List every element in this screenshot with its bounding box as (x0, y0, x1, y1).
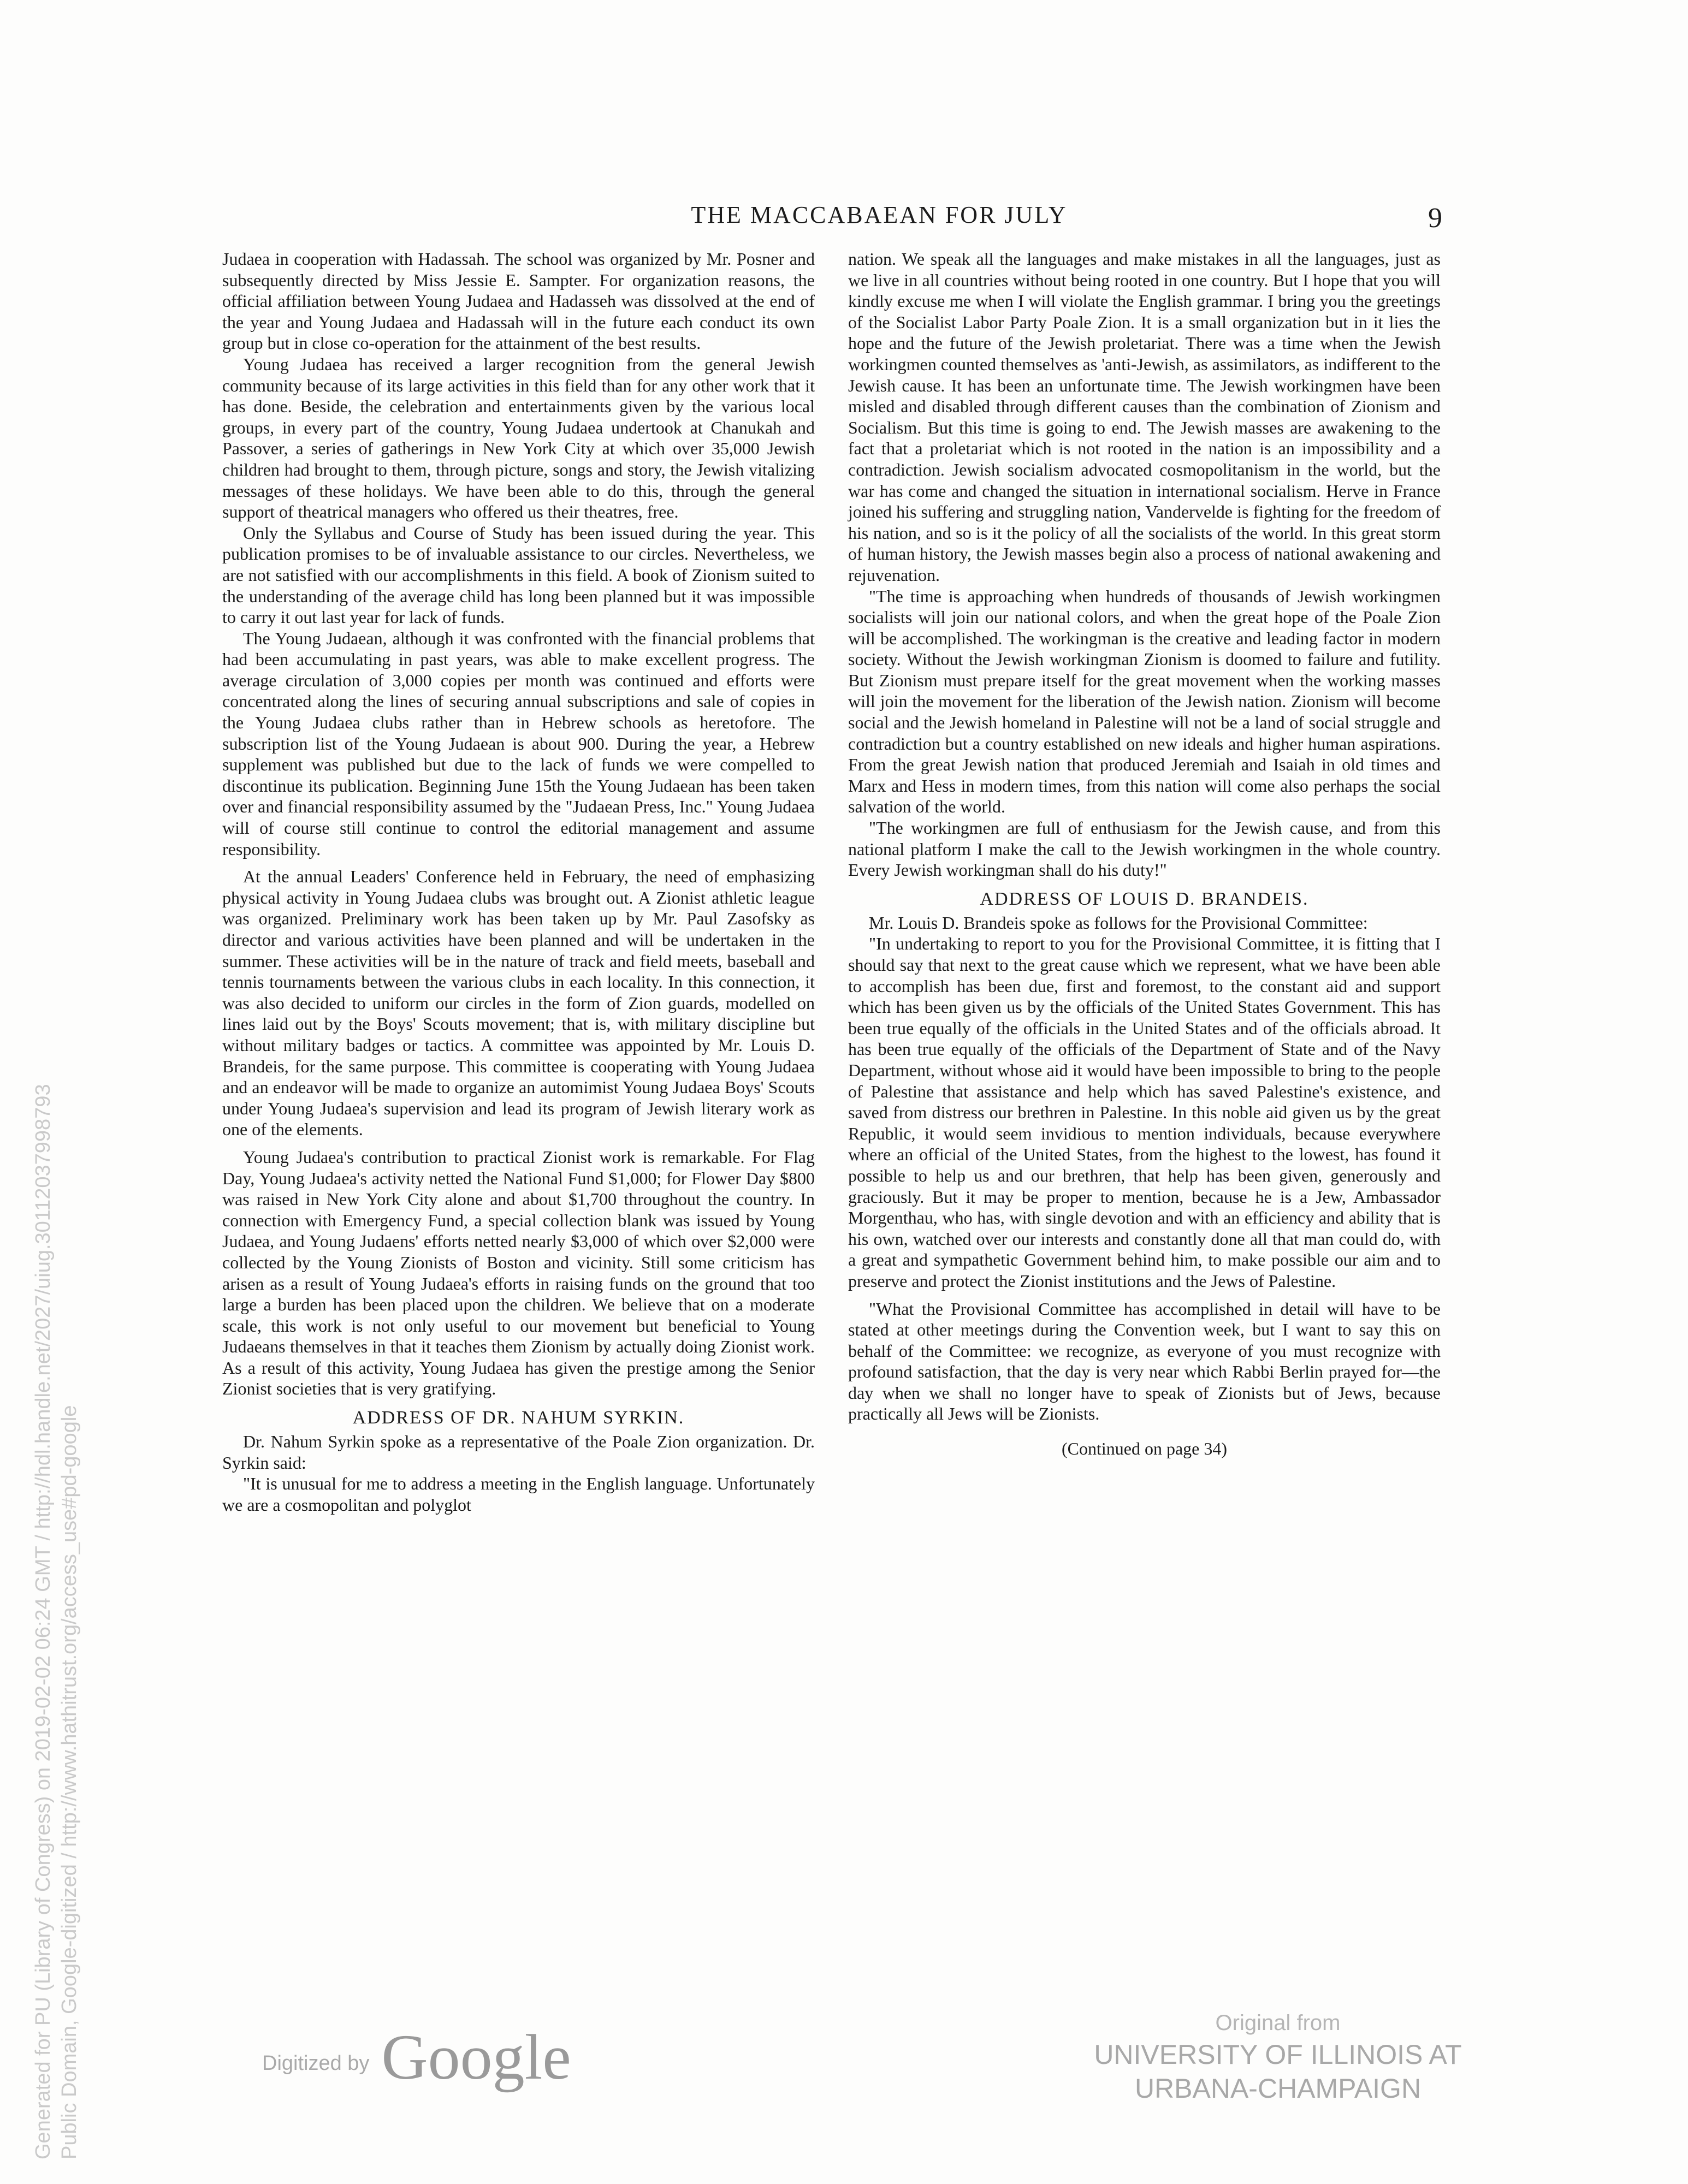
paragraph: Dr. Nahum Syrkin spoke as a representative of the Poale Zion organization. Dr. Syrkin said: (222, 1432, 815, 1473)
continued-note: (Continued on page 34) (1061, 1439, 1228, 1459)
paragraph: The Young Judaean, although it was confronted with the financial problems that had been accumulating in past years, was able to make excellent progress. The average circulation of 3,000 copies per month was continued and efforts were concentrated along the lines of securing annual subscriptions and sale of copies in the Young Judaea clubs rather than in Hebrew schools as heretofore. The subscription list of the Young Judaean is about 900. During the year, a Hebrew supplement was published but due to the lack of funds we were compelled to discontinue its publication. Beginning June 15th the Young Judaean has been taken over and financial responsibility assumed by the "Judaean Press, Inc." Young Judaea will of course still continue to control the editorial management and assume responsibility. (222, 628, 815, 859)
google-logo: Google (381, 2021, 571, 2093)
paragraph: nation. We speak all the languages and make mistakes in all the languages, just as we live in all countries without being rooted in one country. But I hope that you will kindly excuse me when I will violate the English grammar. I bring you the greetings of the Socialist Labor Party Poale Zion. It is a small organization but in it lies the hope and the future of the Jewish proletariat. There was a time when the Jewish workingmen counted themselves as 'anti-Jewish, as assimilators, as indifferent to the Jewish cause. It has been an unfortunate time. The Jewish workingmen have been misled and disabled through different causes than the combination of Zionism and Socialism. But this time is going to end. The Jewish masses are awakening to the fact that a proletariat which is not rooted in the nation is an impossibility and a contradiction. Jewish socialism advocated cosmopolitanism in the world, but the war has come and changed the situation in international socialism. Herve in France joined his suffering and struggling nation, Vandervelde is fighting for the freedom of his nation, and so is it the policy of all the socialists of the world. In this great storm of human history, the Jewish masses begin also a process of national awakening and rejuvenation. (848, 249, 1441, 585)
paragraph: At the annual Leaders' Conference held in February, the need of emphasizing physical activity in Young Judaea clubs was brought out. A Zionist athletic league was organized. Preliminary work has been taken up by Mr. Paul Zasofsky as director and various activities have been planned and will be undertaken in the summer. These activities will be in the nature of track and field meets, baseball and tennis tournaments between the various clubs in each locality. In this connection, it was also decided to uniform our circles in the form of Zion guards, modelled on lines laid out by the Boys' Scouts movement; that is, with military discipline but without military badges or tactics. A committee was appointed by Mr. Louis D. Brandeis, for the same purpose. This committee is cooperating with Young Judaea and an endeavor will be made to organize an automimist Young Judaea Boys' Scouts under Young Judaea's supervision and lead its program of Jewish literary work as one of the elements. (222, 867, 815, 1140)
university-line: UNIVERSITY OF ILLINOIS AT (1094, 2039, 1462, 2070)
paragraph: "In undertaking to report to you for the Provisional Committee, it is fitting that I should say that next to the great cause which we represent, what we have been able to accomplish has been due, first and foremost, to the constant aid and support which has been given us by the officials of the United States Government. This has been true equally of the officials in the United States and of the officials abroad. It has been true equally of the officials of the Department of State and of the Navy Department, without whose aid it would have been impossible to bring to the people of Palestine that assistance and help which has saved Palestine's existence, and saved from distress our brethren in Palestine. In this noble aid given us by the great Republic, it would seem invidious to mention individuals, because everywhere where an official of the United States, from the highest to the lowest, has found it possible to help us and our brethren, that help has been given, generously and graciously. But it may be proper to mention, because he is a Jew, Ambassador Morgenthau, who has, with single devotion and with an efficiency and ability that is his own, watched over our interests and constantly done all that man could do, with a great and sympathetic Government behind him, to make possible our aim and to preserve and protect the Zionist institutions and the Jews of Palestine. (848, 934, 1441, 1291)
left-column (222, 248, 815, 1515)
paragraph: Judaea in cooperation with Hadassah. The school was organized by Mr. Posner and subsequently directed by Miss Jessie E. Sampter. For organization reasons, the official affiliation between Young Judaea and Hadasseh was dissolved at the end of the year and Young Judaea and Hadassah will in the future each conduct its own group but in close co-operation for the attainment of the best results. (222, 249, 815, 353)
original-from-watermark (1081, 2008, 1474, 2105)
page-number: 9 (1428, 203, 1442, 234)
digitized-by-label: Digitized by (262, 2051, 370, 2075)
paragraph: "The workingmen are full of enthusiasm for the Jewish cause, and from this national platform I make the call to the Jewish workingmen in the whole country. Every Jewish workingman shall do his duty!" (848, 818, 1441, 880)
paragraph: Only the Syllabus and Course of Study has been issued during the year. This publication promises to be of invaluable assistance to our circles. Nevertheless, we are not satisfied with our accomplishments in this field. A book of Zionism suited to the understanding of the average child has long been planned but it was impossible to carry it out last year for lack of funds. (222, 523, 815, 627)
hathitrust-side-watermark (30, 1084, 82, 2159)
section-heading-syrkin: ADDRESS OF DR. NAHUM SYRKIN. (352, 1408, 685, 1428)
watermark-line: Generated for PU (Library of Congress) on 2019-02-02 06:24 GMT / http://hdl.handle.net/2027/uiug.30112037998793 (32, 1084, 55, 2159)
paragraph: Young Judaea's contribution to practical Zionist work is remarkable. For Flag Day, Young Judaea's activity netted the National Fund $1,000; for Flower Day $800 was raised in New York City alone and about $1,700 throughout the country. In connection with Emergency Fund, a special collection blank was issued by Young Judaea, and Young Judaens' efforts netted nearly $3,000 of which over $2,000 were collected by the Young Zionists of Boston and vicinity. Still some criticism has arisen as a result of Young Judaea's efforts in raising funds on the ground that too large a burden has been placed upon the children. We believe that on a moderate scale, this work is not only useful to our movement but beneficial to Young Judaeans themselves in that it teaches them Zionism by actually doing Zionist work. As a result of this activity, Young Judaea has given the prestige among the Senior Zionist societies that is very gratifying. (222, 1147, 815, 1399)
running-head: THE MACCABAEAN FOR JULY (691, 201, 1068, 228)
right-column (848, 248, 1441, 1459)
original-from-label: Original from (1215, 2011, 1341, 2035)
paragraph: Young Judaea has received a larger recognition from the general Jewish community because of its large activities in this field than for any other work that it has done. Beside, the celebration and entertainments given by the various local groups, in every part of the country, Young Judaea undertook at Chanukah and Passover, a series of gatherings in New York City at which over 35,000 Jewish children had brought to them, through picture, songs and story, the Jewish vitalizing messages of these holidays. We have been able to do this, through the general support of theatrical managers who offered us their theatres, free. (222, 354, 815, 522)
paragraph: "It is unusual for me to address a meeting in the English language. Unfortunately we are a cosmopolitan and polyglot (222, 1474, 815, 1515)
university-line: URBANA-CHAMPAIGN (1134, 2073, 1422, 2104)
watermark-line: Public Domain, Google-digitized / http://www.hathitrust.org/access_use#pd-google (58, 1405, 81, 2159)
paragraph: "What the Provisional Committee has accomplished in detail will have to be stated at other meetings during the Convention week, but I want to say this on behalf of the Committee: we recognize, as everyone of you must recognize with profound satisfaction, that the day is very near which Rabbi Berlin prayed for—the day when we shall no longer have to speak of Zionists but of Jews, because practically all Jews will be Zionists. (848, 1298, 1441, 1424)
paragraph: Mr. Louis D. Brandeis spoke as follows for the Provisional Committee: (869, 912, 1368, 933)
digitized-by-google-watermark (262, 2020, 571, 2094)
section-heading-brandeis: ADDRESS OF LOUIS D. BRANDEIS. (980, 888, 1309, 909)
paragraph: "The time is approaching when hundreds of thousands of Jewish workingmen socialists will join our national colors, and when the great hope of the Poale Zion will be accomplished. The workingman is the creative and leading factor in modern society. Without the Jewish workingman Zionism is doomed to failure and futility. But Zionism must prepare itself for the great movement when the working masses will join the movement for the liberation of the Jewish nation. Zionism will become social and the Jewish homeland in Palestine will not be a land of social struggle and contradiction but a country established on new ideals and higher human aspirations. From the great Jewish nation that produced Jeremiah and Isaiah in old times and Marx and Hess in modern times, from this nation will come also perhaps the social salvation of the world. (848, 586, 1441, 817)
